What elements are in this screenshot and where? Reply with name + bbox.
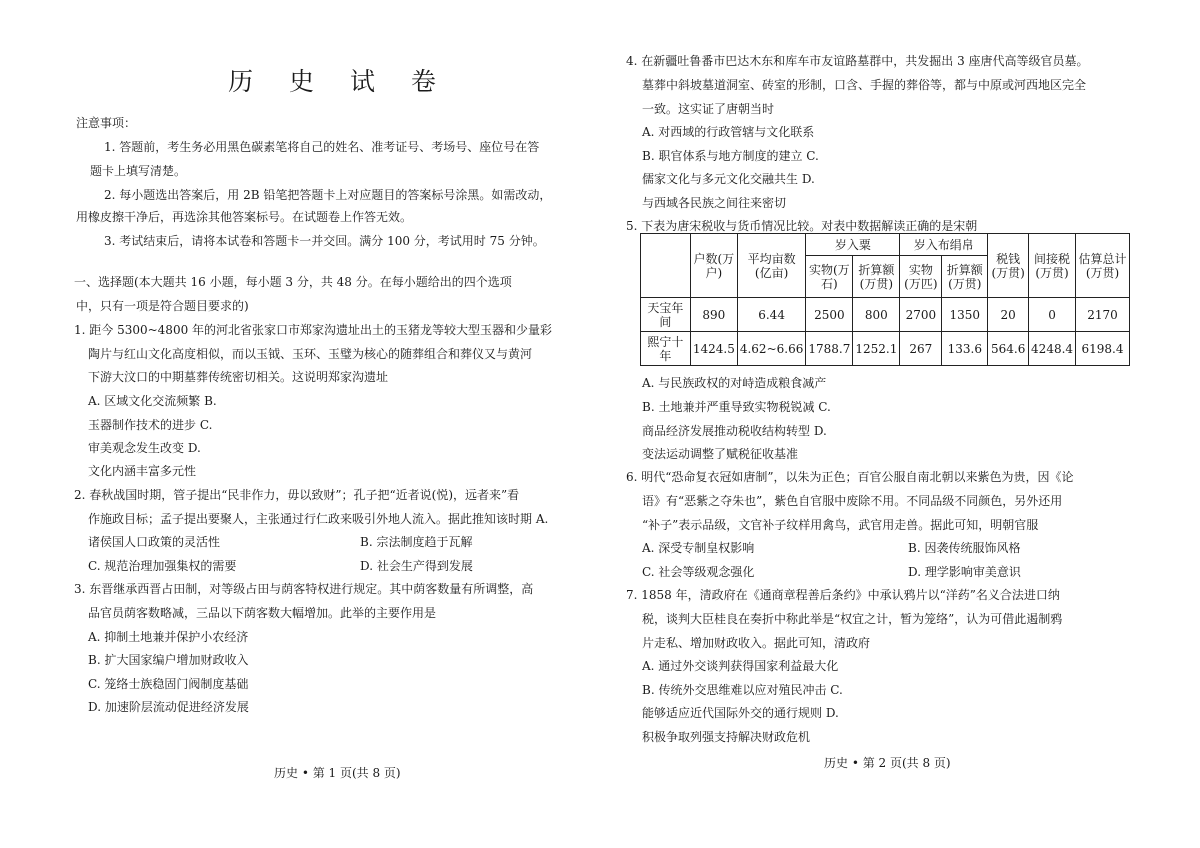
question-line: 税，谈判大臣桂良在奏折中称此举是“权宜之计，暂为笼络”，认为可借此遏制鸦 bbox=[642, 612, 1063, 626]
option-line: 商品经济发展推动税收结构转型 D. bbox=[642, 424, 827, 438]
question-line: 2. 春秋战国时期，管子提出“民非作力，毋以致财”；孔子把“近者说(悦)，远者来”看 bbox=[74, 488, 520, 502]
table-header: 岁入布绢帛 bbox=[900, 234, 988, 256]
notice-header: 注意事项： bbox=[76, 116, 137, 130]
table-corner bbox=[641, 234, 691, 298]
option-line: B. 职官体系与地方制度的建立 C. bbox=[642, 149, 819, 163]
notice-line: 3. 考试结束后，请将本试卷和答题卡一并交回。满分 100 分，考试用时 75 分钟。 bbox=[104, 234, 545, 248]
table-header: 实物(万石) bbox=[806, 256, 853, 298]
question-line: 下游大汶口的中期墓葬传统密切相关。这说明郑家沟遗址 bbox=[88, 370, 389, 384]
question-line: 陶片与红山文化高度相似，而以玉钺、玉环、玉璧为核心的随葬组合和葬仪又与黄河 bbox=[88, 347, 533, 361]
question-line: 3. 东晋继承西晋占田制，对等级占田与荫客特权进行规定。其中荫客数量有所调整，高 bbox=[74, 582, 534, 596]
table-cell: 1424.5 bbox=[690, 332, 737, 366]
option-line: B. 宗法制度趋于瓦解 bbox=[360, 535, 473, 549]
option-line: D. 加速阶层流动促进经济发展 bbox=[88, 700, 249, 714]
section-heading: 一、选择题(本大题共 16 小题，每小题 3 分，共 48 分。在每小题给出的四个选项 bbox=[74, 275, 512, 289]
table-cell: 890 bbox=[690, 298, 737, 332]
option-line: D. 理学影响审美意识 bbox=[908, 565, 1021, 579]
notice-line: 题卡上填写清楚。 bbox=[90, 164, 187, 178]
page-footer: 历史 • 第 1 页(共 8 页) bbox=[274, 766, 401, 780]
table-cell: 20 bbox=[988, 298, 1029, 332]
table-cell: 1252.1 bbox=[853, 332, 900, 366]
option-line: D. 社会生产得到发展 bbox=[360, 559, 473, 573]
question-line: 作施政目标；孟子提出要聚人，主张通过行仁政来吸引外地人流入。据此推知该时期 A. bbox=[88, 512, 549, 526]
table-header: 折算额(万贯) bbox=[853, 256, 900, 298]
question-line: 4. 在新疆吐鲁番市巴达木东和库车市友谊路墓群中，共发掘出 3 座唐代高等级官员墓。 bbox=[626, 54, 1089, 68]
option-line: 变法运动调整了赋税征收基准 bbox=[642, 447, 799, 461]
table-cell: 564.6 bbox=[988, 332, 1029, 366]
question-line: 墓葬中斜坡墓道洞室、砖室的形制，口含、手握的葬俗等，都与中原或河西地区完全 bbox=[642, 78, 1087, 92]
option-line: A. 与民族政权的对峙造成粮食减产 bbox=[642, 376, 827, 390]
option-line: A. 通过外交谈判获得国家利益最大化 bbox=[642, 659, 839, 673]
table-header: 平均亩数(亿亩) bbox=[737, 234, 806, 298]
option-line: A. 对西域的行政管辖与文化联系 bbox=[642, 125, 815, 139]
option-line: C. 规范治理加强集权的需要 bbox=[88, 559, 237, 573]
table-cell: 0 bbox=[1029, 298, 1076, 332]
option-line: B. 扩大国家编户增加财政收入 bbox=[88, 653, 249, 667]
table-header: 户数(万户) bbox=[690, 234, 737, 298]
question-line: 语》有“恶紫之夺朱也”，紫色自官服中废除不用。不同品级不同颜色，另外还用 bbox=[642, 494, 1063, 508]
question-line: “补子”表示品级，文官补子纹样用禽鸟，武官用走兽。据此可知，明朝官服 bbox=[642, 518, 1039, 532]
option-line: A. 抑制土地兼并保护小农经济 bbox=[88, 630, 249, 644]
tax-table bbox=[640, 233, 1130, 366]
table-cell: 4248.4 bbox=[1029, 332, 1076, 366]
table-row-label: 熙宁十年 bbox=[641, 332, 691, 366]
notice-line: 用橡皮擦干净后，再选涂其他答案标号。在试题卷上作答无效。 bbox=[76, 210, 413, 224]
exam-title: 历 史 试 卷 bbox=[228, 67, 450, 96]
option-line: B. 土地兼并严重导致实物税锐减 C. bbox=[642, 400, 831, 414]
option-line: A. 深受专制皇权影响 bbox=[642, 541, 755, 555]
option-line: 儒家文化与多元文化交融共生 D. bbox=[642, 172, 815, 186]
table-header: 实物(万匹) bbox=[900, 256, 942, 298]
option-line: 诸侯国人口政策的灵活性 bbox=[88, 535, 221, 549]
option-line: C. 社会等级观念强化 bbox=[642, 565, 755, 579]
option-line: 审美观念发生改变 D. bbox=[88, 441, 201, 455]
table-header: 间接税(万贯) bbox=[1029, 234, 1076, 298]
table-cell: 133.6 bbox=[942, 332, 988, 366]
option-line: A. 区域文化交流频繁 B. bbox=[88, 394, 217, 408]
table-row bbox=[641, 298, 1130, 332]
option-line: B. 因袭传统服饰风格 bbox=[908, 541, 1021, 555]
notice-line: 2. 每小题选出答案后，用 2B 铅笔把答题卡上对应题目的答案标号涂黑。如需改动， bbox=[104, 188, 552, 202]
question-line: 5. 下表为唐宋税收与货币情况比较。对表中数据解读正确的是宋朝 bbox=[626, 219, 978, 233]
question-line: 7. 1858 年，清政府在《通商章程善后条约》中承认鸦片以“洋药”名义合法进口纳 bbox=[626, 588, 1060, 602]
table-header: 税钱(万贯) bbox=[988, 234, 1029, 298]
question-line: 品官员荫客数略减，三品以下荫客数大幅增加。此举的主要作用是 bbox=[88, 606, 437, 620]
section-heading: 中，只有一项是符合题目要求的) bbox=[76, 299, 249, 313]
table-header: 估算总计(万贯) bbox=[1076, 234, 1130, 298]
table-cell: 800 bbox=[853, 298, 900, 332]
table-cell: 2500 bbox=[806, 298, 853, 332]
option-line: 与西域各民族之间往来密切 bbox=[642, 196, 787, 210]
notice-line: 1. 答题前，考生务必用黑色碳素笔将自己的姓名、准考证号、考场号、座位号在答 bbox=[104, 140, 540, 154]
question-line: 6. 明代“恐命复衣冠如唐制”，以朱为正色；百官公服自南北朝以来紫色为贵，因《论 bbox=[626, 470, 1074, 484]
table-cell: 1788.7 bbox=[806, 332, 853, 366]
question-line: 1. 距今 5300~4800 年的河北省张家口市郑家沟遗址出土的玉猪龙等较大型玉器和少量彩 bbox=[74, 323, 553, 337]
page-footer: 历史 • 第 2 页(共 8 页) bbox=[824, 756, 951, 770]
table-cell: 4.62~6.66 bbox=[737, 332, 806, 366]
table-cell: 6198.4 bbox=[1076, 332, 1130, 366]
table-cell: 2700 bbox=[900, 298, 942, 332]
option-line: 玉器制作技术的进步 C. bbox=[88, 418, 213, 432]
question-line: 片走私、增加财政收入。据此可知，清政府 bbox=[642, 636, 871, 650]
option-line: 积极争取列强支持解决财政危机 bbox=[642, 730, 811, 744]
table-row-label: 天宝年间 bbox=[641, 298, 691, 332]
table-cell: 6.44 bbox=[737, 298, 806, 332]
table-cell: 267 bbox=[900, 332, 942, 366]
table-header: 岁入粟 bbox=[806, 234, 900, 256]
option-line: C. 笼络士族稳固门阀制度基础 bbox=[88, 677, 249, 691]
option-line: B. 传统外交思维难以应对殖民冲击 C. bbox=[642, 683, 843, 697]
option-line: 文化内涵丰富多元性 bbox=[88, 464, 197, 478]
table-cell: 1350 bbox=[942, 298, 988, 332]
table-cell: 2170 bbox=[1076, 298, 1130, 332]
table-row bbox=[641, 332, 1130, 366]
option-line: 能够适应近代国际外交的通行规则 D. bbox=[642, 706, 839, 720]
question-line: 一致。这实证了唐朝当时 bbox=[642, 102, 775, 116]
table-header: 折算额(万贯) bbox=[942, 256, 988, 298]
